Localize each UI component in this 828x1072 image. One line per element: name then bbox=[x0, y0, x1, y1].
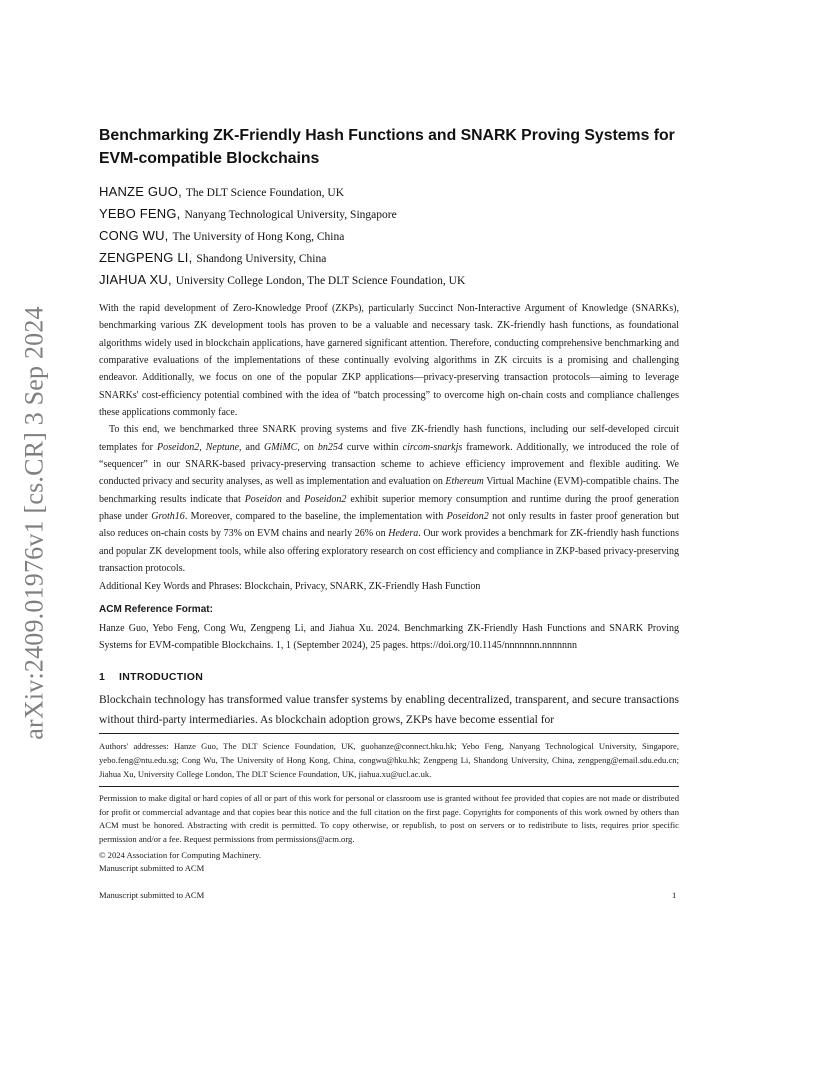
authors-addresses-footnote: Authors' addresses: Hanze Guo, The DLT Science Foundation, UK, guohanze@connect.hku.hk; Yebo Feng, Nanyang Technological University, Singapore, yebo.feng@ntu.edu.sg; Cong Wu, The University of Hong Kong, China, congwu@hku.hk; Zengpeng Li, Shandong University, China, zengpeng@email.sdu.edu.cn; Jiahua Xu, University College London, The DLT Science Foundation, UK, jiahua.xu@ucl.ac.uk. bbox=[99, 741, 679, 779]
permission-divider bbox=[99, 786, 679, 787]
text-segment: exhibit superior memory consumption and runtime during the proof generation phase under bbox=[99, 493, 679, 523]
author-affiliation: The University of Hong Kong, China bbox=[172, 231, 345, 243]
author-name: ZENGPENG LI, bbox=[99, 250, 193, 265]
arxiv-identifier bbox=[19, 295, 51, 751]
italic-term: Hedera bbox=[388, 528, 419, 540]
italic-term: Groth16 bbox=[151, 511, 185, 523]
acm-reference-text: Hanze Guo, Yebo Feng, Cong Wu, Zengpeng Li, and Jiahua Xu. 2024. Benchmarking ZK-Friendly Hash Functions and SNARK Proving Systems for EVM-compatible Blockchains. 1, 1 (September 2024), 25 pages. https://doi.org/10.1145/nnnnnnn.nnnnnnn bbox=[99, 623, 679, 651]
text-segment: framework. Additionally, we introduced the role of “sequencer” in our SNARK-based privacy-preserving transaction scheme to achieve efficiency improvement and flexible auditing. We conducted privacy and security analyses, as well as implementation and evaluation on bbox=[99, 441, 680, 488]
text-segment: , and bbox=[239, 441, 264, 453]
keywords: Additional Key Words and Phrases: Blockchain, Privacy, SNARK, ZK-Friendly Hash Function bbox=[99, 581, 481, 592]
author-affiliation: The DLT Science Foundation, UK bbox=[185, 187, 345, 199]
introduction-text: Blockchain technology has transformed value transfer systems by enabling decentralized, transparent, and secure transactions without third-party intermediaries. As blockchain adoption grows, ZKPs have become essential for bbox=[99, 694, 679, 726]
manuscript-note: Manuscript submitted to ACM bbox=[99, 863, 205, 873]
text-segment: curve within bbox=[342, 441, 403, 453]
author-affiliation: University College London, The DLT Science Foundation, UK bbox=[175, 275, 466, 287]
author bbox=[99, 181, 719, 203]
text-segment: , bbox=[199, 441, 206, 453]
text-segment: To this end, we benchmarked three SNARK proving systems and five ZK-friendly hash functions, including our self-developed circuit templates for bbox=[99, 424, 679, 453]
author-affiliation: Nanyang Technological University, Singapore bbox=[184, 209, 397, 221]
author-name: YEBO FENG, bbox=[99, 206, 181, 221]
author-affiliation: Shandong University, China bbox=[196, 253, 327, 265]
text-segment: not only results in faster proof generation but also reduces on-chain costs by 73% on EVM chains and nearly 26% on bbox=[99, 511, 679, 540]
author-name: JIAHUA XU, bbox=[99, 272, 172, 287]
paper-title: Benchmarking ZK-Friendly Hash Functions and SNARK Proving Systems for EVM-compatible Blockchains bbox=[99, 127, 675, 167]
italic-term: Poseidon2 bbox=[446, 511, 489, 523]
author-list bbox=[99, 181, 719, 291]
copyright-notice: © 2024 Association for Computing Machinery. bbox=[99, 850, 262, 860]
italic-term: Poseidon bbox=[244, 493, 282, 505]
italic-term: bn254 bbox=[317, 441, 343, 453]
italic-term: Poseidon2 bbox=[304, 493, 347, 505]
text-segment: . Our work provides a benchmark for ZK-friendly hash functions and popular ZK development tools, while also offering exploratory research on cost efficiency and compliance in ZKP-based privacy-preserving transaction protocols. bbox=[99, 528, 679, 575]
italic-term: Neptune bbox=[205, 441, 240, 453]
author bbox=[99, 247, 719, 269]
arxiv-identifier-text: arXiv:2409.01976v1 [cs.CR] 3 Sep 2024 bbox=[20, 306, 50, 740]
section-heading bbox=[99, 671, 203, 683]
footnote-divider bbox=[99, 733, 679, 734]
page-number: 1 bbox=[672, 890, 677, 900]
text-segment: Virtual Machine (EVM)-compatible chains. The benchmarking results indicate that bbox=[99, 476, 679, 505]
author bbox=[99, 203, 719, 225]
text-segment: . Moreover, compared to the baseline, the implementation with bbox=[184, 511, 447, 523]
italic-term: GMiMC bbox=[264, 441, 298, 453]
abstract bbox=[99, 300, 679, 578]
italic-term: Poseidon2 bbox=[156, 441, 200, 453]
section-number: 1 bbox=[99, 671, 106, 683]
italic-term: circom-snarkjs bbox=[402, 441, 463, 453]
author bbox=[99, 225, 719, 247]
page-footer-left: Manuscript submitted to ACM bbox=[99, 890, 205, 900]
acm-reference-heading: ACM Reference Format: bbox=[99, 604, 213, 615]
abstract-paragraph-1: With the rapid development of Zero-Knowledge Proof (ZKPs), particularly Succinct Non-Interactive Argument of Knowledge (SNARKs), benchmarking various ZK development tools has proven to be a valuable and necessary task. ZK-friendly hash functions, as foundational algorithms widely used in blockchain applications, have garnered significant attention. Therefore, conducting comprehensive benchmarking and comparative evaluations of the implementations of these continually evolving algorithms in ZK circuits is a promising and challenging endeavor. Additionally, we focus on one of the popular ZKP applications—privacy-preserving transaction protocols—aiming to leverage SNARKs' cost-efficiency potential combined with the idea of “batch processing” to overcome high on-chain costs and compliance challenges these applications commonly face. bbox=[99, 303, 679, 419]
author bbox=[99, 269, 719, 291]
italic-term: Ethereum bbox=[445, 476, 484, 488]
permission-notice: Permission to make digital or hard copies of all or part of this work for personal or classroom use is granted without fee provided that copies are not made or distributed for profit or commercial advantage and that copies bear this notice and the full citation on the first page. Copyrights for components of this work owned by others than ACM must be honored. Abstracting with credit is permitted. To copy otherwise, or republish, to post on servers or to redistribute to lists, requires prior specific permission and/or a fee. Request permissions from permissions@acm.org. bbox=[99, 793, 679, 844]
author-name: HANZE GUO, bbox=[99, 184, 182, 199]
author-name: CONG WU, bbox=[99, 228, 169, 243]
abstract-paragraph-2 bbox=[99, 421, 679, 577]
text-segment: , on bbox=[297, 441, 318, 453]
section-title: INTRODUCTION bbox=[119, 671, 204, 683]
text-segment: and bbox=[281, 493, 305, 505]
